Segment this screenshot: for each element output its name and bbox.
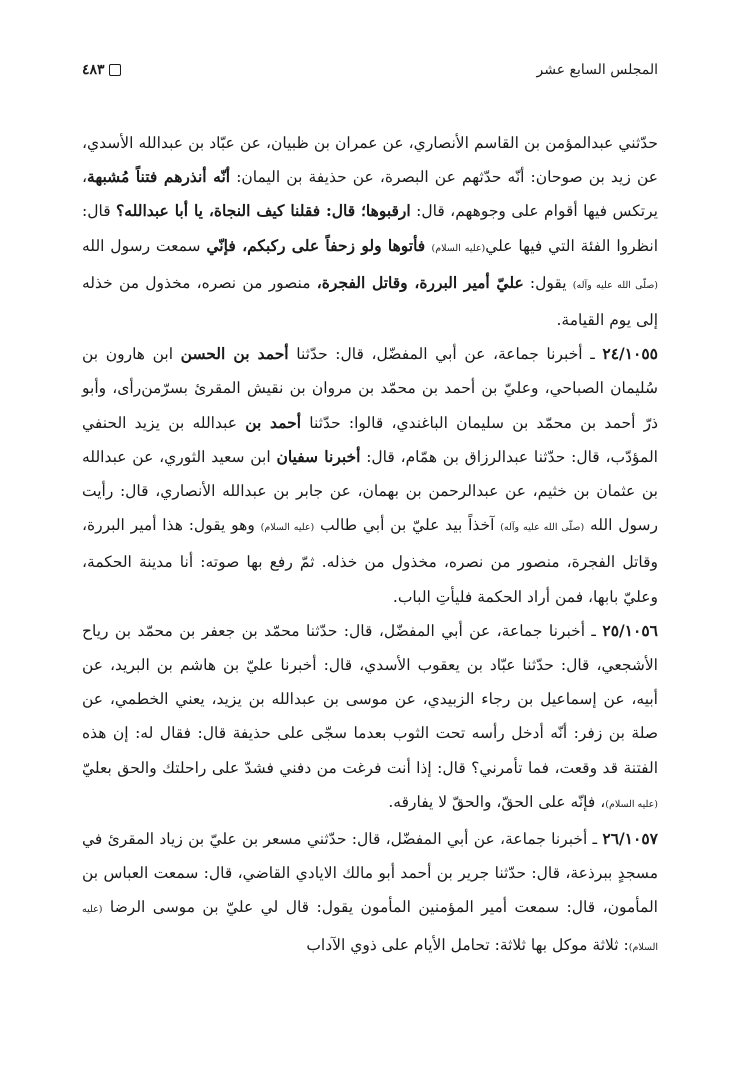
text-segment: : ثلاثة موكل بها ثلاثة: تحامل الأيام على ذوي الآداب [306,935,629,954]
text-segment: منصور من نصره، مخذول من خذله إلى يوم القيامة. [82,273,658,330]
text-segment: أنّه أنذرهم فتناً مُشبهة [87,167,231,187]
text-segment: ـ أخبرنا جماعة، عن أبي المفضّل، قال: حدّثني مسعر بن عليّ بن زياد المقرئ في مسجدٍ ببرذعة، قال: حدّثنا جرير بن أحمد أبو مالك الايادي القاضي، قال: سمعت العباس بن المأمون، قال: سمعت أمير المؤمنين المأمون يقول: قال لي عليّ بن موسى الرضا [82,830,658,917]
text-segment: حدّثني عبدالمؤمن بن القاسم الأنصاري، عن عمران بن ظبيان، عن عبّاد بن عبدالله الأسدي، عن زيد بن صوحان: أنّه حدّثهم عن البصرة، عن حذيفة بن اليمان: [82,134,658,187]
text-segment: أحمد بن [245,412,302,432]
honorific: (عليه السلام) [431,242,486,254]
honorific: (صلّى الله عليه وآله) [572,279,659,291]
hadith-number: ٢٥/١٠٥٦ [602,620,658,640]
text-segment: قال: انظروا الفئة التي فيها علي [82,202,659,255]
paragraph [82,822,658,965]
hadith-number: ٢٦/١٠٥٧ [602,829,658,849]
paragraph [82,337,658,614]
running-title: المجلس السابع عشر [536,62,658,78]
text-segment: عبدالله بن يزيد الحنفي المؤدّب، قال: حدّثنا عبدالرزاق بن همّام، قال: [82,413,658,466]
honorific: (عليه السلام) [260,522,315,534]
running-header [82,62,658,84]
text-segment: ابن سعيد الثوري، عن عبدالله بن عثمان بن خثيم، عن عبدالرحمن بن بهمان، عن جابر بن عبدالله الأنصاري، قال: رأيت رسول الله [82,447,658,535]
text-segment: آخذاً بيد عليّ بن أبي طالب [314,516,501,535]
text-segment: ـ أخبرنا جماعة، عن أبي المفضّل، قال: حدّثنا [288,345,603,364]
text-segment: عليّ أمير البررة، وقاتل الفجرة، [316,272,524,292]
text-segment: وهو يقول: هذا أمير البررة، وقاتل الفجرة، منصور من نصره، مخذول من خذله. ثمّ رفع بها صوته: أنا مدينة الحكمة، وعليّ بابها، فمن أراد الحكمة فليأتِ الباب. [82,516,658,606]
paragraph [82,614,658,822]
honorific: (عليه السلام) [82,904,658,953]
text-segment: فأتوها ولو زحفاً على ركبكم، فإنّي [206,235,432,255]
honorific: (صلّى الله عليه وآله) [500,522,585,534]
text-segment: أحمد بن الحسن [180,344,289,364]
text-segment: ـ أخبرنا جماعة، عن أبي المفضّل، قال: حدّثنا محمّد بن جعفر بن محمّد بن رياح الأشجعي، قال: حدّثنا عبّاد بن يعقوب الأسدي، قال: أخبرنا عليّ بن هاشم بن البريد، عن أبيه، عن إسماعيل بن رجاء الزبيدي، عن موسى بن عبدالله بن يزيد، يعني الخطمي، عن صلة بن زفر: أنّه أدخل رأسه تحت الثوب بعدما سجّى على حذيفة قال: فقال له: إن هذه الفتنة قد وقعت، فما تأمرني؟ قال: إذا أنت فرغت من دفني فشدّ على راحلتك والحق بعليّ [82,621,658,777]
text-segment: يقول: [523,273,573,292]
hadith-number: ٢٤/١٠٥٥ [602,344,658,364]
text-segment: ، يرتكس فيها أقوام على وجوههم، قال: [82,168,658,221]
text-segment: ، فإنّه على الحقّ، والحقّ لا يفارقه. [388,792,606,811]
text-segment: ارقبوها؛ قال: فقلنا كيف النجاة، يا أبا عبدالله؟ [116,201,411,221]
paragraph [82,126,658,337]
page-number-text: ٤٨٣ [82,62,105,78]
text-segment: سمعت رسول الله [82,236,207,255]
main-text [82,126,658,965]
honorific: (عليه السلام) [605,798,658,810]
text-segment: أخبرنا سفيان [276,446,361,466]
text-segment: ابن هارون بن سُليمان الصباحي، وعليّ بن أحمد بن محمّد بن مروان بن نقيش المقرئ بسرّمن‌رأى، وأبو ذرّ أحمد بن محمّد بن سليمان الباغندي، قالوا: حدّثنا [82,345,659,432]
page-number [82,62,121,78]
square-ornament-icon [109,64,121,76]
